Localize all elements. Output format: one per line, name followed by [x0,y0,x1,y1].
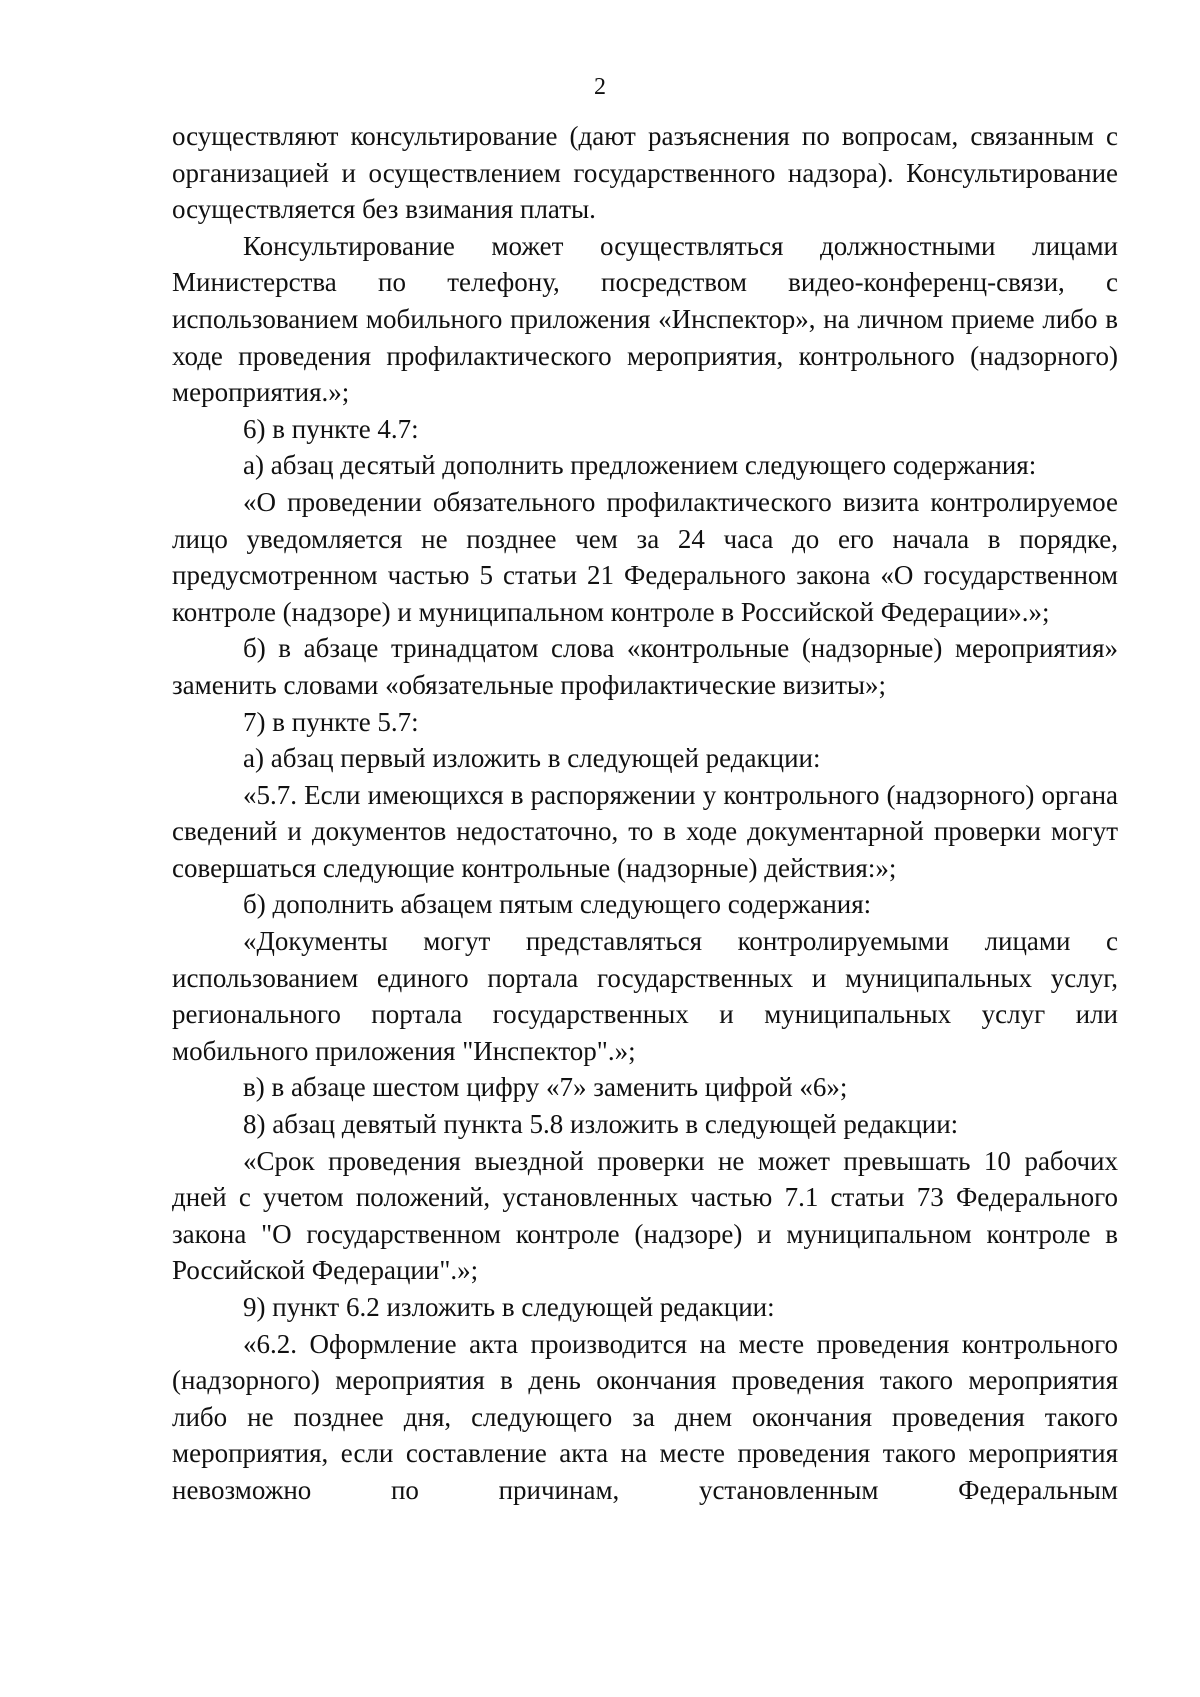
paragraph-quote-inspection-term: «Срок проведения выездной проверки не может превышать 10 рабочих дней с учетом положений, установленных частью 7.1 статьи 73 Федерального закона "О государственном контроле (надзоре) и муниципальном контроле в Российской Федерации".»; [172,1145,1118,1286]
paragraph-quote-preventive-visit: «О проведении обязательного профилактического визита контролируемое лицо уведомляется не позднее чем за 24 часа до его начала в порядке, предусмотренном частью 5 статьи 21 Федерального закона «О государственном контроле (надзоре) и муниципальном контроле в Российской Федерации».»; [172,486,1118,627]
document-body [172,118,1118,1509]
paragraph-item-6a: а) абзац десятый дополнить предложением следующего содержания: [243,450,1037,481]
paragraph-consulting-continuation: осуществляют консультирование (дают разъяснения по вопросам, связанным с организацией и осуществлением государственного надзора). Консультирование осуществляется без взимания платы. [172,121,1118,225]
paragraph-quote-5-7: «5.7. Если имеющихся в распоряжении у контрольного (надзорного) органа сведений и документов недостаточно, то в ходе документарной проверки могут совершаться следующие контрольные (надзорные) действия:»; [172,779,1118,883]
paragraph-item-6: 6) в пункте 4.7: [243,413,419,444]
paragraph-quote-6-2: «6.2. Оформление акта производится на месте проведения контрольного (надзорного) мероприятия в день окончания проведения такого мероприятия либо не позднее дня, следующего за днем окончания проведения такого мероприятия, если составление акта на месте проведения такого мероприятия невозможно по причинам, установленным Федеральным [172,1328,1118,1505]
paragraph-consulting-methods: Консультирование может осуществляться должностными лицами Министерства по телефону, посредством видео-конференц-связи, с использованием мобильного приложения «Инспектор», на личном приеме либо в ходе проведения профилактического мероприятия, контрольного (надзорного) мероприятия.»; [172,230,1118,408]
paragraph-item-7v: в) в абзаце шестом цифру «7» заменить цифрой «6»; [243,1072,848,1103]
paragraph-item-6b: б) в абзаце тринадцатом слова «контрольные (надзорные) мероприятия» заменить словами «обязательные профилактические визиты»; [172,633,1118,700]
paragraph-quote-documents: «Документы могут представляться контролируемыми лицами с использованием единого портала государственных и муниципальных услуг, регионального портала государственных и муниципальных услуг или мобильного приложения "Инспектор".»; [172,926,1118,1066]
paragraph-item-9: 9) пункт 6.2 изложить в следующей редакции: [243,1292,775,1322]
page-number: 2 [594,74,606,100]
paragraph-item-7a: а) абзац первый изложить в следующей редакции: [243,743,821,774]
paragraph-item-7b: б) дополнить абзацем пятым следующего содержания: [243,889,872,920]
paragraph-item-8: 8) абзац девятый пункта 5.8 изложить в следующей редакции: [243,1109,959,1140]
paragraph-item-7: 7) в пункте 5.7: [243,706,419,737]
